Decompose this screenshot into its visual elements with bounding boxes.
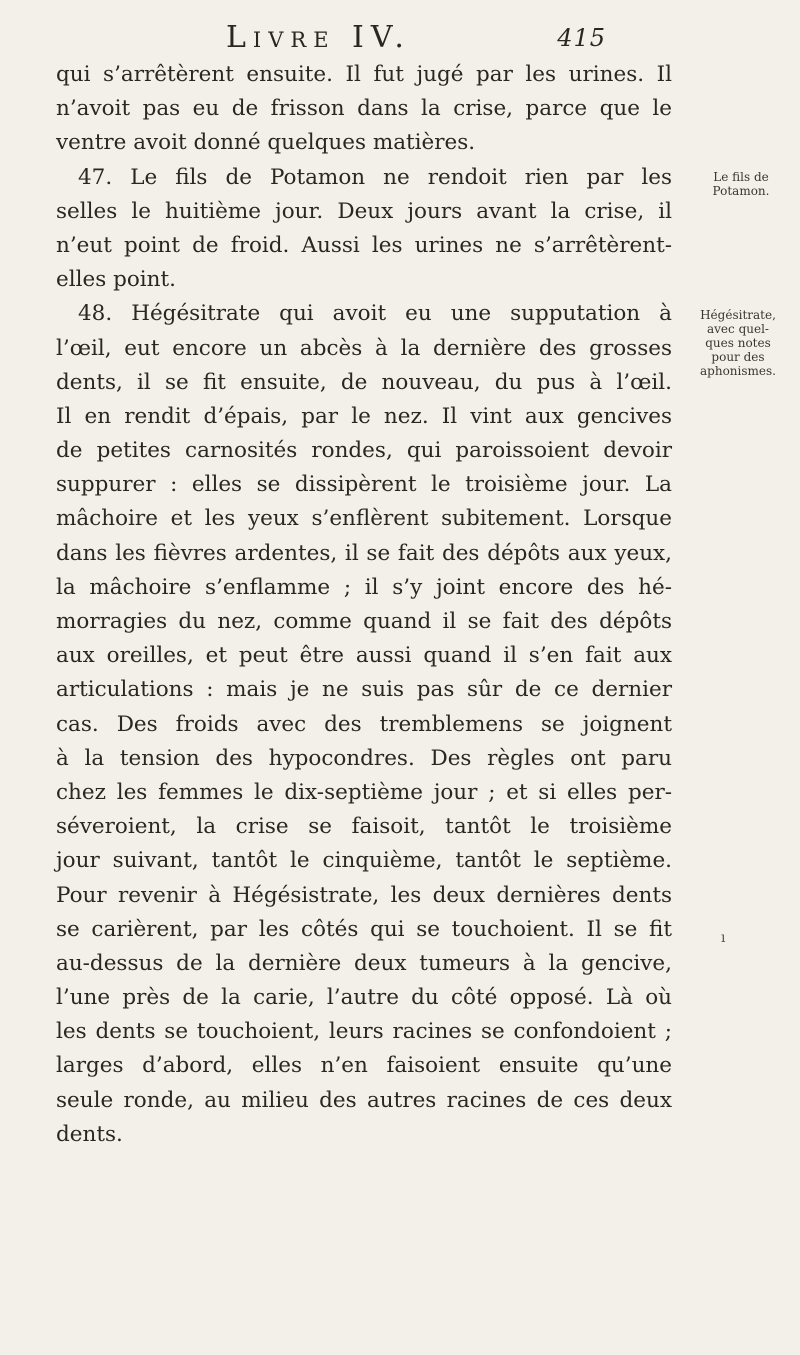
margin-mark: ı	[721, 930, 726, 946]
text-line: dans les fièvres ardentes, il se fait des dépôts aux yeux,	[56, 540, 672, 566]
margin-note-hegesitrate	[688, 308, 788, 378]
text-line: elles point.	[56, 267, 176, 293]
text-line: l’œil, eut encore un abcès à la dernière des grosses	[56, 335, 672, 361]
page-number: 415	[557, 24, 606, 52]
text-line: articulations : mais je ne suis pas sûr de ce dernier	[56, 677, 672, 703]
text-line: séveroient, la crise se faisoit, tantôt le troisième	[56, 814, 672, 840]
text-line: se carièrent, par les côtés qui se touchoient. Il se fit	[56, 916, 672, 942]
running-header	[226, 20, 606, 60]
text-line: 48. Hégésitrate qui avoit eu une supputation à	[78, 301, 672, 327]
text-line: cas. Des froids avec des tremblemens se joignent	[56, 711, 672, 737]
text-line: suppurer : elles se dissipèrent le troisième jour. La	[56, 472, 672, 498]
margin-note-line: pour des	[711, 350, 765, 364]
text-line: qui s’arrêtèrent ensuite. Il fut jugé par les urines. Il	[56, 62, 672, 87]
text-line: morragies du nez, comme quand il se fait des dépôts	[56, 609, 672, 634]
text-line: selles le huitième jour. Deux jours avant la crise, il	[56, 198, 672, 224]
text-line: la mâchoire s’enflamme ; il s’y joint encore des hé-	[56, 574, 672, 600]
text-line: aux oreilles, et peut être aussi quand il s’en fait aux	[56, 643, 672, 669]
text-line: de petites carnosités rondes, qui paroissoient devoir	[56, 438, 672, 464]
margin-note-line: Potamon.	[712, 184, 770, 198]
text-line: les dents se touchoient, leurs racines se confondoient ;	[56, 1019, 672, 1045]
margin-note-line: ques notes	[705, 336, 771, 350]
text-line: n’eut point de froid. Aussi les urines ne s’arrêtèrent-	[56, 232, 672, 258]
text-line: dents.	[56, 1121, 123, 1147]
text-line: n’avoit pas eu de frisson dans la crise, parce que le	[56, 96, 672, 122]
text-line: 47. Le fils de Potamon ne rendoit rien par les	[78, 164, 672, 190]
margin-note-line: avec quel-	[707, 322, 769, 336]
text-line: Pour revenir à Hégésistrate, les deux dernières dents	[56, 882, 672, 908]
text-line: Il en rendit d’épais, par le nez. Il vint aux gencives	[56, 403, 672, 429]
running-title: Livre IV.	[226, 20, 411, 55]
text-line: au-dessus de la dernière deux tumeurs à la gencive,	[56, 950, 672, 976]
body-text	[56, 58, 672, 1152]
text-line: ventre avoit donné quelques matières.	[56, 130, 476, 156]
text-line: à la tension des hypocondres. Des règles ont paru	[56, 745, 672, 771]
text-line: larges d’abord, elles n’en faisoient ensuite qu’une	[56, 1053, 672, 1079]
text-line: chez les femmes le dix-septième jour ; et si elles per-	[56, 779, 672, 805]
margin-note-line: Hégésitrate,	[700, 308, 776, 322]
margin-note-line: Le fils de	[713, 170, 769, 184]
text-line: dents, il se fit ensuite, de nouveau, du pus à l’œil.	[56, 369, 672, 395]
margin-note-line: aphonismes.	[700, 364, 776, 378]
text-line: mâchoire et les yeux s’enflèrent subitement. Lorsque	[56, 506, 672, 532]
text-line: seule ronde, au milieu des autres racines de ces deux	[56, 1087, 672, 1113]
text-line: l’une près de la carie, l’autre du côté opposé. Là où	[56, 985, 672, 1011]
text-line: jour suivant, tantôt le cinquième, tantôt le septième.	[56, 848, 672, 874]
margin-note-potamon	[696, 170, 786, 198]
